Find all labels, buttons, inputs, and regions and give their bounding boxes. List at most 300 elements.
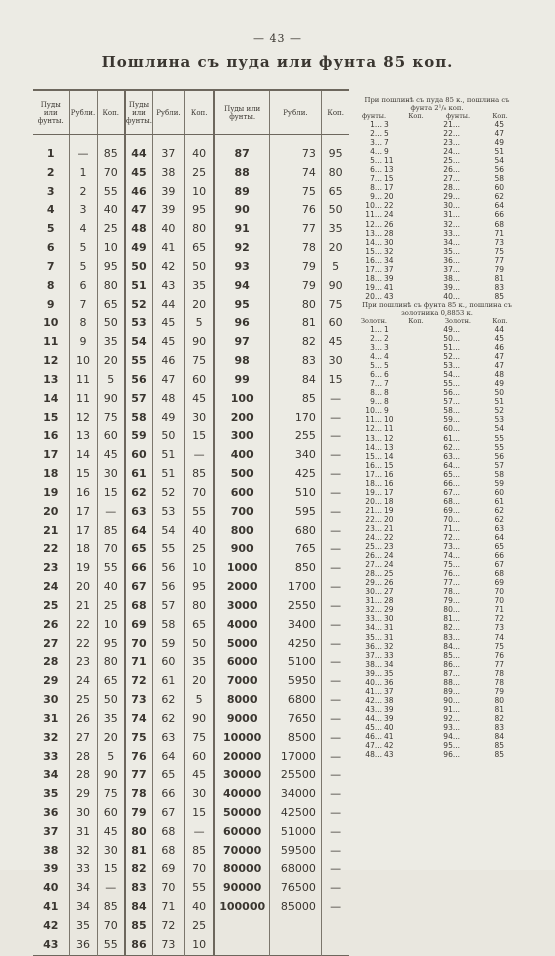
side-cell: 30... bbox=[365, 587, 382, 597]
kopecks-cell: 90 bbox=[184, 710, 214, 729]
table-row bbox=[33, 503, 349, 522]
rubles-cell: 60 bbox=[152, 653, 184, 672]
amount-cell: 90000 bbox=[214, 879, 269, 898]
table-row bbox=[33, 842, 349, 861]
kopecks-cell: — bbox=[321, 860, 349, 879]
amount-cell: 7000 bbox=[214, 672, 269, 691]
kopecks-cell: 20 bbox=[321, 239, 349, 258]
header-kop: Коп. bbox=[321, 90, 349, 135]
kopecks-cell: 75 bbox=[184, 352, 214, 371]
rubles-cell: 28 bbox=[69, 766, 97, 785]
side-cell: 28... bbox=[365, 569, 382, 579]
rubles-cell: 5 bbox=[69, 239, 97, 258]
kopecks-cell: 85 bbox=[184, 465, 214, 484]
side-cell: 93... bbox=[443, 723, 460, 732]
rubles-cell: 4250 bbox=[269, 635, 321, 654]
amount-cell: 97 bbox=[214, 333, 269, 352]
side-cell: 53 bbox=[494, 415, 504, 425]
rubles-cell: 68 bbox=[152, 842, 184, 861]
rubles-cell: 11 bbox=[69, 390, 97, 409]
side-cell: 81... bbox=[443, 614, 460, 624]
side-cell: 35... bbox=[443, 246, 460, 256]
table-row bbox=[33, 201, 349, 220]
side-cell: 79 bbox=[494, 686, 504, 696]
amount-cell: 99 bbox=[214, 371, 269, 390]
side-row bbox=[353, 542, 521, 551]
kopecks-cell: — bbox=[321, 427, 349, 446]
rubles-cell: 47 bbox=[152, 371, 184, 390]
amount-cell: 900 bbox=[214, 540, 269, 559]
header-kop: Коп. bbox=[97, 90, 125, 135]
table-row bbox=[33, 465, 349, 484]
side-cell: 72 bbox=[494, 614, 504, 624]
rubles-cell: 25500 bbox=[269, 766, 321, 785]
amount-cell: 93 bbox=[214, 258, 269, 277]
table-row bbox=[33, 823, 349, 842]
kopecks-cell: 80 bbox=[97, 277, 125, 296]
kopecks-cell: — bbox=[321, 635, 349, 654]
side-top-heading: При пошлинѣ съ пуда 85 к., пошлина съ фунта 2¹/₈ коп. bbox=[364, 96, 510, 112]
kopecks-cell: 30 bbox=[97, 465, 125, 484]
side-row bbox=[353, 210, 521, 219]
side-cell: 14... bbox=[365, 237, 382, 247]
kopecks-cell: 25 bbox=[97, 597, 125, 616]
table-row bbox=[33, 653, 349, 672]
rubles-cell: 54 bbox=[152, 522, 184, 541]
side-cell: 36 bbox=[384, 677, 394, 687]
amount-cell: 77 bbox=[125, 766, 152, 785]
side-row bbox=[353, 633, 521, 642]
rubles-cell: 27 bbox=[69, 729, 97, 748]
amount-cell: 68 bbox=[125, 597, 152, 616]
rubles-cell: 17 bbox=[69, 522, 97, 541]
side-cell: 26... bbox=[365, 551, 382, 561]
kopecks-cell: — bbox=[321, 465, 349, 484]
amount-cell: 69 bbox=[125, 616, 152, 635]
amount-cell: 40000 bbox=[214, 785, 269, 804]
side-cell: 28 bbox=[384, 228, 394, 238]
amount-cell: 100 bbox=[214, 390, 269, 409]
side-row bbox=[353, 660, 521, 669]
side-row bbox=[353, 678, 521, 687]
table-row bbox=[33, 390, 349, 409]
amount-cell: 85 bbox=[125, 917, 152, 936]
kopecks-cell: 80 bbox=[97, 653, 125, 672]
side-row bbox=[353, 379, 521, 388]
side-cell: 32... bbox=[443, 219, 460, 229]
kopecks-cell: 65 bbox=[321, 183, 349, 202]
amount-cell: 3000 bbox=[214, 597, 269, 616]
side-cell: 80 bbox=[494, 695, 504, 705]
side-row bbox=[353, 192, 521, 201]
kopecks-cell: 40 bbox=[97, 201, 125, 220]
side-cell: 5... bbox=[370, 156, 382, 166]
header-pud: Пуды или фунты. bbox=[33, 90, 69, 135]
kopecks-cell: 45 bbox=[97, 823, 125, 842]
rubles-cell: 44 bbox=[152, 296, 184, 315]
kopecks-cell: — bbox=[184, 446, 214, 465]
colhead: Золотн. bbox=[445, 316, 471, 325]
side-row bbox=[353, 596, 521, 605]
side-cell: 4... bbox=[370, 147, 382, 157]
kopecks-cell: 50 bbox=[184, 635, 214, 654]
amount-cell: 37 bbox=[43, 824, 59, 838]
amount-cell: 98 bbox=[214, 352, 269, 371]
rubles-cell: 1700 bbox=[269, 578, 321, 597]
kopecks-cell: — bbox=[321, 766, 349, 785]
side-cell: 22... bbox=[365, 514, 382, 524]
kopecks-cell: — bbox=[321, 672, 349, 691]
amount-cell: 32 bbox=[43, 730, 59, 744]
side-cell: 82... bbox=[443, 623, 460, 633]
amount-cell: 8000 bbox=[214, 691, 269, 710]
side-cell: 16 bbox=[384, 478, 394, 488]
side-cell: 5... bbox=[370, 361, 382, 371]
rubles-cell: 67 bbox=[152, 804, 184, 823]
amount-cell: 48 bbox=[125, 220, 152, 239]
kopecks-cell: 20 bbox=[97, 729, 125, 748]
rubles-cell: 51 bbox=[152, 465, 184, 484]
rubles-cell: 42 bbox=[152, 258, 184, 277]
rubles-cell: 77 bbox=[269, 220, 321, 239]
amount-cell: 4000 bbox=[214, 616, 269, 635]
side-row bbox=[353, 238, 521, 247]
side-cell: 22... bbox=[443, 129, 460, 139]
amount-cell bbox=[214, 936, 269, 955]
amount-cell: 74 bbox=[125, 710, 152, 729]
side-cell: 30 bbox=[384, 614, 394, 624]
kopecks-cell: 15 bbox=[184, 427, 214, 446]
amount-cell: 29 bbox=[43, 674, 59, 688]
table-row bbox=[33, 239, 349, 258]
rubles-cell: 26 bbox=[69, 710, 97, 729]
kopecks-cell: 85 bbox=[184, 842, 214, 861]
side-cell: 29... bbox=[443, 192, 460, 202]
side-cell: 3 bbox=[384, 343, 389, 353]
side-cell: 19... bbox=[365, 487, 382, 497]
side-cell: 16... bbox=[365, 460, 382, 470]
side-row bbox=[353, 461, 521, 470]
side-cell: 61 bbox=[494, 496, 504, 506]
kopecks-cell: 45 bbox=[97, 446, 125, 465]
side-cell: 38... bbox=[443, 273, 460, 283]
amount-cell: 72 bbox=[125, 672, 152, 691]
table-row bbox=[33, 446, 349, 465]
kopecks-cell: 10 bbox=[97, 616, 125, 635]
kopecks-cell: — bbox=[321, 597, 349, 616]
side-cell: 17... bbox=[365, 264, 382, 274]
side-cell: 11 bbox=[384, 156, 394, 166]
side-cell: 26 bbox=[384, 578, 394, 588]
side-cell: 48... bbox=[365, 750, 382, 760]
amount-cell: 5 bbox=[46, 222, 55, 236]
side-cell: 25... bbox=[365, 542, 382, 552]
side-cell: 2... bbox=[370, 129, 382, 139]
amount-cell: 56 bbox=[125, 371, 152, 390]
side-cell: 56 bbox=[494, 451, 504, 461]
side-cell: 35... bbox=[365, 632, 382, 642]
rubles-cell: 13 bbox=[69, 427, 97, 446]
side-cell: 31 bbox=[384, 623, 394, 633]
rubles-cell: 8500 bbox=[269, 729, 321, 748]
rubles-cell: 56 bbox=[152, 559, 184, 578]
rubles-cell: — bbox=[69, 145, 97, 164]
amount-cell: 3 bbox=[46, 184, 55, 198]
table-row bbox=[33, 352, 349, 371]
side-cell: 32 bbox=[384, 641, 394, 651]
amount-cell: 34 bbox=[43, 768, 59, 782]
rubles-cell: 55 bbox=[152, 540, 184, 559]
rubles-cell: 51 bbox=[152, 446, 184, 465]
side-cell: 7 bbox=[384, 379, 389, 389]
table-row bbox=[33, 333, 349, 352]
side-cell: 9 bbox=[384, 147, 389, 157]
side-row bbox=[353, 705, 521, 714]
header-pud: Пуды или фунты. bbox=[125, 90, 152, 135]
amount-cell: 42 bbox=[43, 918, 59, 932]
kopecks-cell: — bbox=[321, 710, 349, 729]
side-row bbox=[353, 397, 521, 406]
rubles-cell: 59500 bbox=[269, 842, 321, 861]
amount-cell: 96 bbox=[214, 314, 269, 333]
amount-cell: 80 bbox=[125, 823, 152, 842]
side-cell: 2 bbox=[384, 333, 389, 343]
kopecks-cell: — bbox=[321, 503, 349, 522]
kopecks-cell: 60 bbox=[321, 314, 349, 333]
rubles-cell: 76 bbox=[269, 201, 321, 220]
amount-cell: 65 bbox=[125, 540, 152, 559]
side-row bbox=[353, 147, 521, 156]
kopecks-cell: 50 bbox=[97, 691, 125, 710]
colhead: Коп. bbox=[408, 112, 424, 120]
side-cell: 9 bbox=[384, 406, 389, 416]
side-cell: 11... bbox=[365, 210, 382, 220]
amount-cell: 39 bbox=[43, 862, 59, 876]
amount-cell: 57 bbox=[125, 390, 152, 409]
side-cell: 3... bbox=[370, 343, 382, 353]
side-cell: 8 bbox=[384, 388, 389, 398]
kopecks-cell: 35 bbox=[321, 220, 349, 239]
side-cell: 47... bbox=[365, 741, 382, 751]
amount-cell: 63 bbox=[125, 503, 152, 522]
rubles-cell: 58 bbox=[152, 616, 184, 635]
rubles-cell: 15 bbox=[69, 465, 97, 484]
side-cell: 84... bbox=[443, 641, 460, 651]
rubles-cell: 63 bbox=[152, 729, 184, 748]
table-row bbox=[33, 145, 349, 164]
side-cell: 23... bbox=[365, 523, 382, 533]
side-cell: 78 bbox=[494, 668, 504, 678]
side-cell: 43... bbox=[365, 704, 382, 714]
side-row bbox=[353, 265, 521, 274]
side-row bbox=[353, 370, 521, 379]
amount-cell: 88 bbox=[214, 164, 269, 183]
side-cell: 42... bbox=[365, 695, 382, 705]
rubles-cell: 36 bbox=[69, 936, 97, 955]
rubles-cell: 9 bbox=[69, 333, 97, 352]
amount-cell: 50000 bbox=[214, 804, 269, 823]
side-cell: 84 bbox=[494, 732, 504, 742]
kopecks-cell: 55 bbox=[97, 183, 125, 202]
amount-cell: 6000 bbox=[214, 653, 269, 672]
amount-cell: 5000 bbox=[214, 635, 269, 654]
amount-cell: 70000 bbox=[214, 842, 269, 861]
amount-cell: 95 bbox=[214, 296, 269, 315]
rubles-cell: 52 bbox=[152, 484, 184, 503]
side-bottom-colheads bbox=[353, 317, 521, 325]
side-cell: 65... bbox=[443, 469, 460, 479]
table-row bbox=[33, 314, 349, 333]
rubles-cell: 73 bbox=[152, 936, 184, 955]
rubles-cell: 3400 bbox=[269, 616, 321, 635]
side-cell: 75... bbox=[443, 560, 460, 570]
kopecks-cell: 95 bbox=[97, 635, 125, 654]
rubles-cell: 14 bbox=[69, 446, 97, 465]
side-cell: 26... bbox=[443, 165, 460, 175]
rubles-cell: 22 bbox=[69, 635, 97, 654]
kopecks-cell: 10 bbox=[184, 936, 214, 955]
side-cell: 9... bbox=[370, 192, 382, 202]
amount-cell: 47 bbox=[125, 201, 152, 220]
side-cell: 85 bbox=[494, 750, 504, 760]
side-cell: 77... bbox=[443, 578, 460, 588]
side-cell: 25 bbox=[384, 569, 394, 579]
table-row bbox=[33, 898, 349, 917]
side-cell: 69 bbox=[494, 578, 504, 588]
kopecks-cell: 5 bbox=[184, 314, 214, 333]
kopecks-cell: 15 bbox=[97, 860, 125, 879]
side-cell: 33... bbox=[365, 614, 382, 624]
kopecks-cell: — bbox=[321, 823, 349, 842]
side-cell: 21... bbox=[365, 505, 382, 515]
side-cell: 10 bbox=[384, 415, 394, 425]
side-row bbox=[353, 741, 521, 750]
side-cell: 36... bbox=[443, 255, 460, 265]
rubles-cell: 50 bbox=[152, 427, 184, 446]
side-cell: 67 bbox=[494, 560, 504, 570]
amount-cell: 94 bbox=[214, 277, 269, 296]
side-cell: 46... bbox=[365, 732, 382, 742]
amount-cell: 73 bbox=[125, 691, 152, 710]
side-cell: 85 bbox=[494, 741, 504, 751]
side-cell: 91... bbox=[443, 704, 460, 714]
side-cell: 75 bbox=[494, 641, 504, 651]
rubles-cell: 21 bbox=[69, 597, 97, 616]
rubles-cell: 33 bbox=[69, 860, 97, 879]
kopecks-cell: 25 bbox=[184, 164, 214, 183]
side-row bbox=[353, 533, 521, 542]
kopecks-cell: — bbox=[321, 616, 349, 635]
side-cell: 70 bbox=[494, 596, 504, 606]
side-row bbox=[353, 687, 521, 696]
table-body bbox=[33, 135, 349, 956]
amount-cell: 26 bbox=[43, 617, 59, 631]
kopecks-cell bbox=[321, 936, 349, 955]
rubles-cell: 84 bbox=[269, 371, 321, 390]
rubles-cell: 39 bbox=[152, 183, 184, 202]
side-cell: 13 bbox=[384, 165, 394, 175]
side-cell: 43 bbox=[384, 291, 394, 301]
amount-cell: 90 bbox=[214, 201, 269, 220]
rubles-cell: 37 bbox=[152, 145, 184, 164]
side-cell: 70 bbox=[494, 587, 504, 597]
amount-cell: 43 bbox=[43, 937, 59, 951]
amount-cell: 20000 bbox=[214, 748, 269, 767]
kopecks-cell: 10 bbox=[184, 183, 214, 202]
kopecks-cell: — bbox=[321, 522, 349, 541]
side-cell: 37... bbox=[365, 650, 382, 660]
side-row bbox=[353, 406, 521, 415]
side-cell: 3 bbox=[384, 120, 389, 129]
amount-cell: 28 bbox=[43, 655, 59, 669]
side-cell: 37 bbox=[384, 264, 394, 274]
amount-cell: 50 bbox=[125, 258, 152, 277]
kopecks-cell: — bbox=[321, 842, 349, 861]
rubles-cell: 35 bbox=[69, 917, 97, 936]
amount-cell: 27 bbox=[43, 636, 59, 650]
colhead: фунты. bbox=[445, 112, 471, 120]
side-cell: 89... bbox=[443, 686, 460, 696]
header-rub: Рубли. bbox=[269, 90, 321, 135]
kopecks-cell: 30 bbox=[184, 409, 214, 428]
side-cell: 81 bbox=[494, 273, 504, 283]
rubles-cell: 7650 bbox=[269, 710, 321, 729]
kopecks-cell: 75 bbox=[184, 729, 214, 748]
rubles-cell: 62 bbox=[152, 710, 184, 729]
side-cell: 58 bbox=[494, 469, 504, 479]
side-row bbox=[353, 165, 521, 174]
table-row bbox=[33, 785, 349, 804]
rubles-cell bbox=[269, 917, 321, 936]
side-cell: 83 bbox=[494, 282, 504, 292]
kopecks-cell: 70 bbox=[97, 164, 125, 183]
rubles-cell: 5100 bbox=[269, 653, 321, 672]
kopecks-cell: 30 bbox=[321, 352, 349, 371]
side-cell: 2... bbox=[370, 333, 382, 343]
table-row bbox=[33, 748, 349, 767]
amount-cell: 38 bbox=[43, 843, 59, 857]
kopecks-cell: 55 bbox=[184, 503, 214, 522]
kopecks-cell: — bbox=[321, 559, 349, 578]
table-row bbox=[33, 559, 349, 578]
rubles-cell: 65 bbox=[152, 766, 184, 785]
table-row bbox=[33, 635, 349, 654]
side-cell: 71 bbox=[494, 605, 504, 615]
side-cell: 7... bbox=[370, 379, 382, 389]
rubles-cell: 38 bbox=[152, 164, 184, 183]
side-cell: 36... bbox=[365, 641, 382, 651]
kopecks-cell: 65 bbox=[97, 672, 125, 691]
colhead: Коп. bbox=[492, 112, 508, 120]
table-row bbox=[33, 729, 349, 748]
rubles-cell: 32 bbox=[69, 842, 97, 861]
side-cell: 34... bbox=[365, 623, 382, 633]
kopecks-cell: 60 bbox=[184, 748, 214, 767]
side-cell: 58... bbox=[443, 406, 460, 416]
amount-cell: 78 bbox=[125, 785, 152, 804]
side-cell: 55 bbox=[494, 433, 504, 443]
table-row bbox=[33, 616, 349, 635]
side-cell: 57... bbox=[443, 397, 460, 407]
kopecks-cell: 45 bbox=[184, 390, 214, 409]
side-cell: 18... bbox=[365, 478, 382, 488]
side-cell: 85 bbox=[494, 291, 504, 301]
amount-cell: 53 bbox=[125, 314, 152, 333]
rubles-cell: 16 bbox=[69, 484, 97, 503]
kopecks-cell: 25 bbox=[97, 220, 125, 239]
rubles-cell: 30 bbox=[69, 804, 97, 823]
side-cell: 51 bbox=[494, 397, 504, 407]
